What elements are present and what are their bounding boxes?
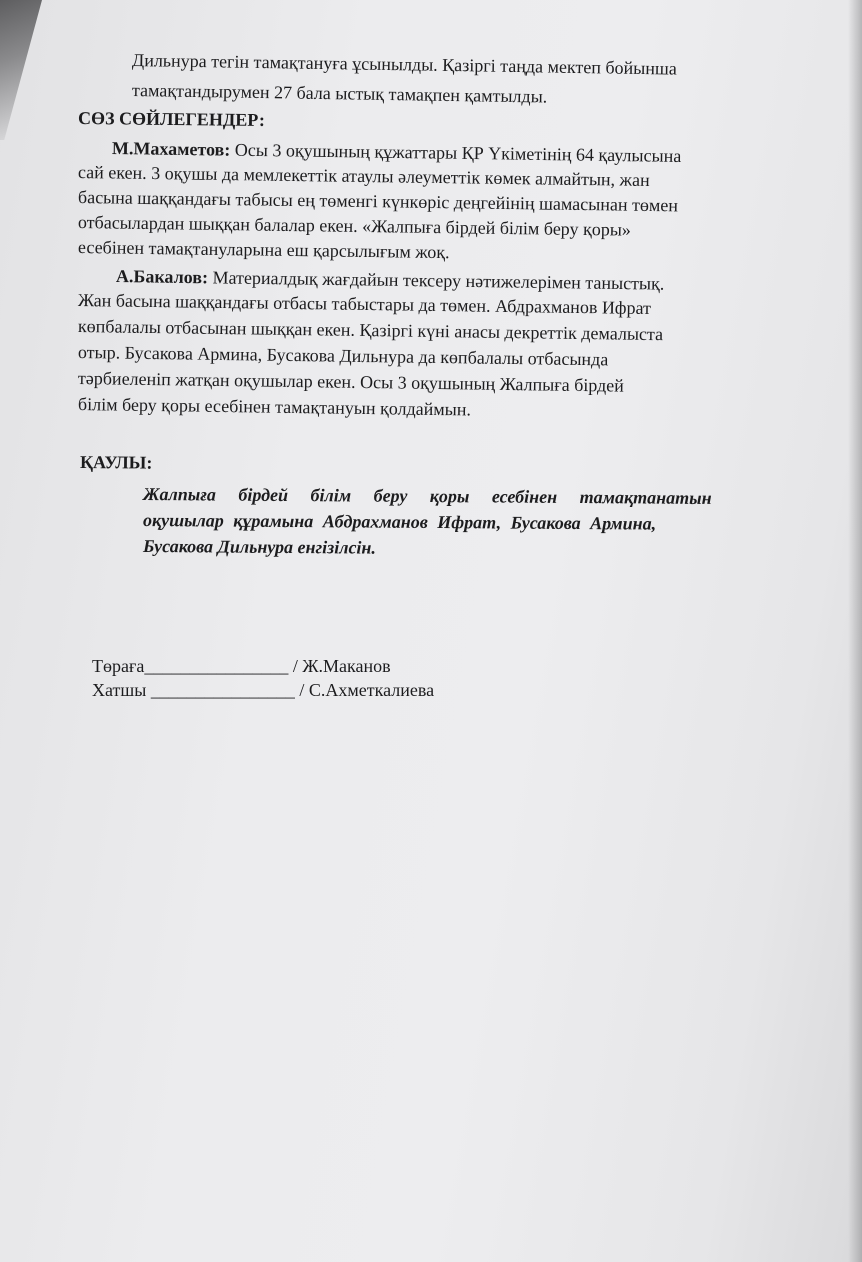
speaker1-line-2: сай екен. 3 оқушы да мемлекеттік атаулы әлеуметтік көмек алмайтын, жан	[77, 162, 650, 190]
speaker1-line-5: есебінен тамақтануларына еш қарсылығым жоқ.	[77, 237, 450, 263]
resolution-line-1: Жалпыға бірдей білім беру қоры есебінен тамақтанатын	[142, 484, 712, 508]
resolution-line-2: оқушылар құрамына Абдрахманов Ифрат, Бусакова Армина,	[142, 510, 657, 534]
speaker1-line-1	[112, 138, 682, 167]
chair-label: Төраға	[92, 656, 145, 676]
speaker1-line-4: отбасылардан шыққан балалар екен. «Жалпыға бірдей білім беру қоры»	[77, 212, 632, 240]
resolution-line-3: Бусакова Дильнура енгізілсін.	[142, 536, 377, 558]
speaker2-name: А.Бакалов:	[115, 266, 209, 288]
speaker2-line-4: отыр. Бусакова Армина, Бусакова Дильнура да көпбалалы отбасында	[77, 342, 609, 370]
secretary-name: / С.Ахметкалиева	[299, 680, 435, 700]
speaker2-text-1: Материалдық жағдайын тексеру нәтижелерімен таныстық.	[212, 267, 665, 294]
speaker1-line-3: басына шаққандағы табысы ең төменгі күнкөріс деңгейінің шамасынан төмен	[77, 187, 679, 216]
resolution-heading: ҚАУЛЫ:	[79, 452, 153, 473]
speaker2-line-2: Жан басына шаққандағы отбасы табыстары да төмен. Абдрахманов Ифрат	[77, 290, 652, 318]
speaker2-line-6: білім беру қоры есебінен тамақтануын қолдаймын.	[77, 394, 472, 420]
signature-secretary	[92, 680, 434, 701]
speaker2-line-5: тәрбиеленіп жатқан оқушылар екен. Осы 3 оқушының Жалпыға бірдей	[77, 368, 624, 396]
page-fold-shadow	[0, 0, 42, 140]
intro-line-2: тамақтандырумен 27 бала ыстық тамақпен қамтылды.	[131, 80, 548, 107]
secretary-signature-line: ________________	[150, 680, 295, 700]
page-edge-shadow	[848, 0, 862, 1262]
chair-name: / Ж.Маканов	[292, 656, 391, 676]
speaker2-line-3: көпбалалы отбасынан шыққан екен. Қазіргі күні анасы декреттік демалыста	[77, 316, 664, 345]
speakers-heading: СӨЗ СӨЙЛЕГЕНДЕР:	[77, 108, 266, 130]
signature-chair	[92, 656, 391, 677]
secretary-label: Хатшы	[92, 680, 147, 700]
speaker1-name: М.Махаметов:	[111, 138, 231, 160]
speaker1-text-1: Осы 3 оқушының құжаттары ҚР Үкіметінің 64 қаулысына	[234, 139, 682, 166]
speaker2-line-1	[116, 266, 665, 295]
intro-line-1: Дильнура тегін тамақтануға ұсынылды. Қазіргі таңда мектеп бойынша	[131, 50, 677, 79]
chair-signature-line: ________________	[144, 656, 289, 676]
